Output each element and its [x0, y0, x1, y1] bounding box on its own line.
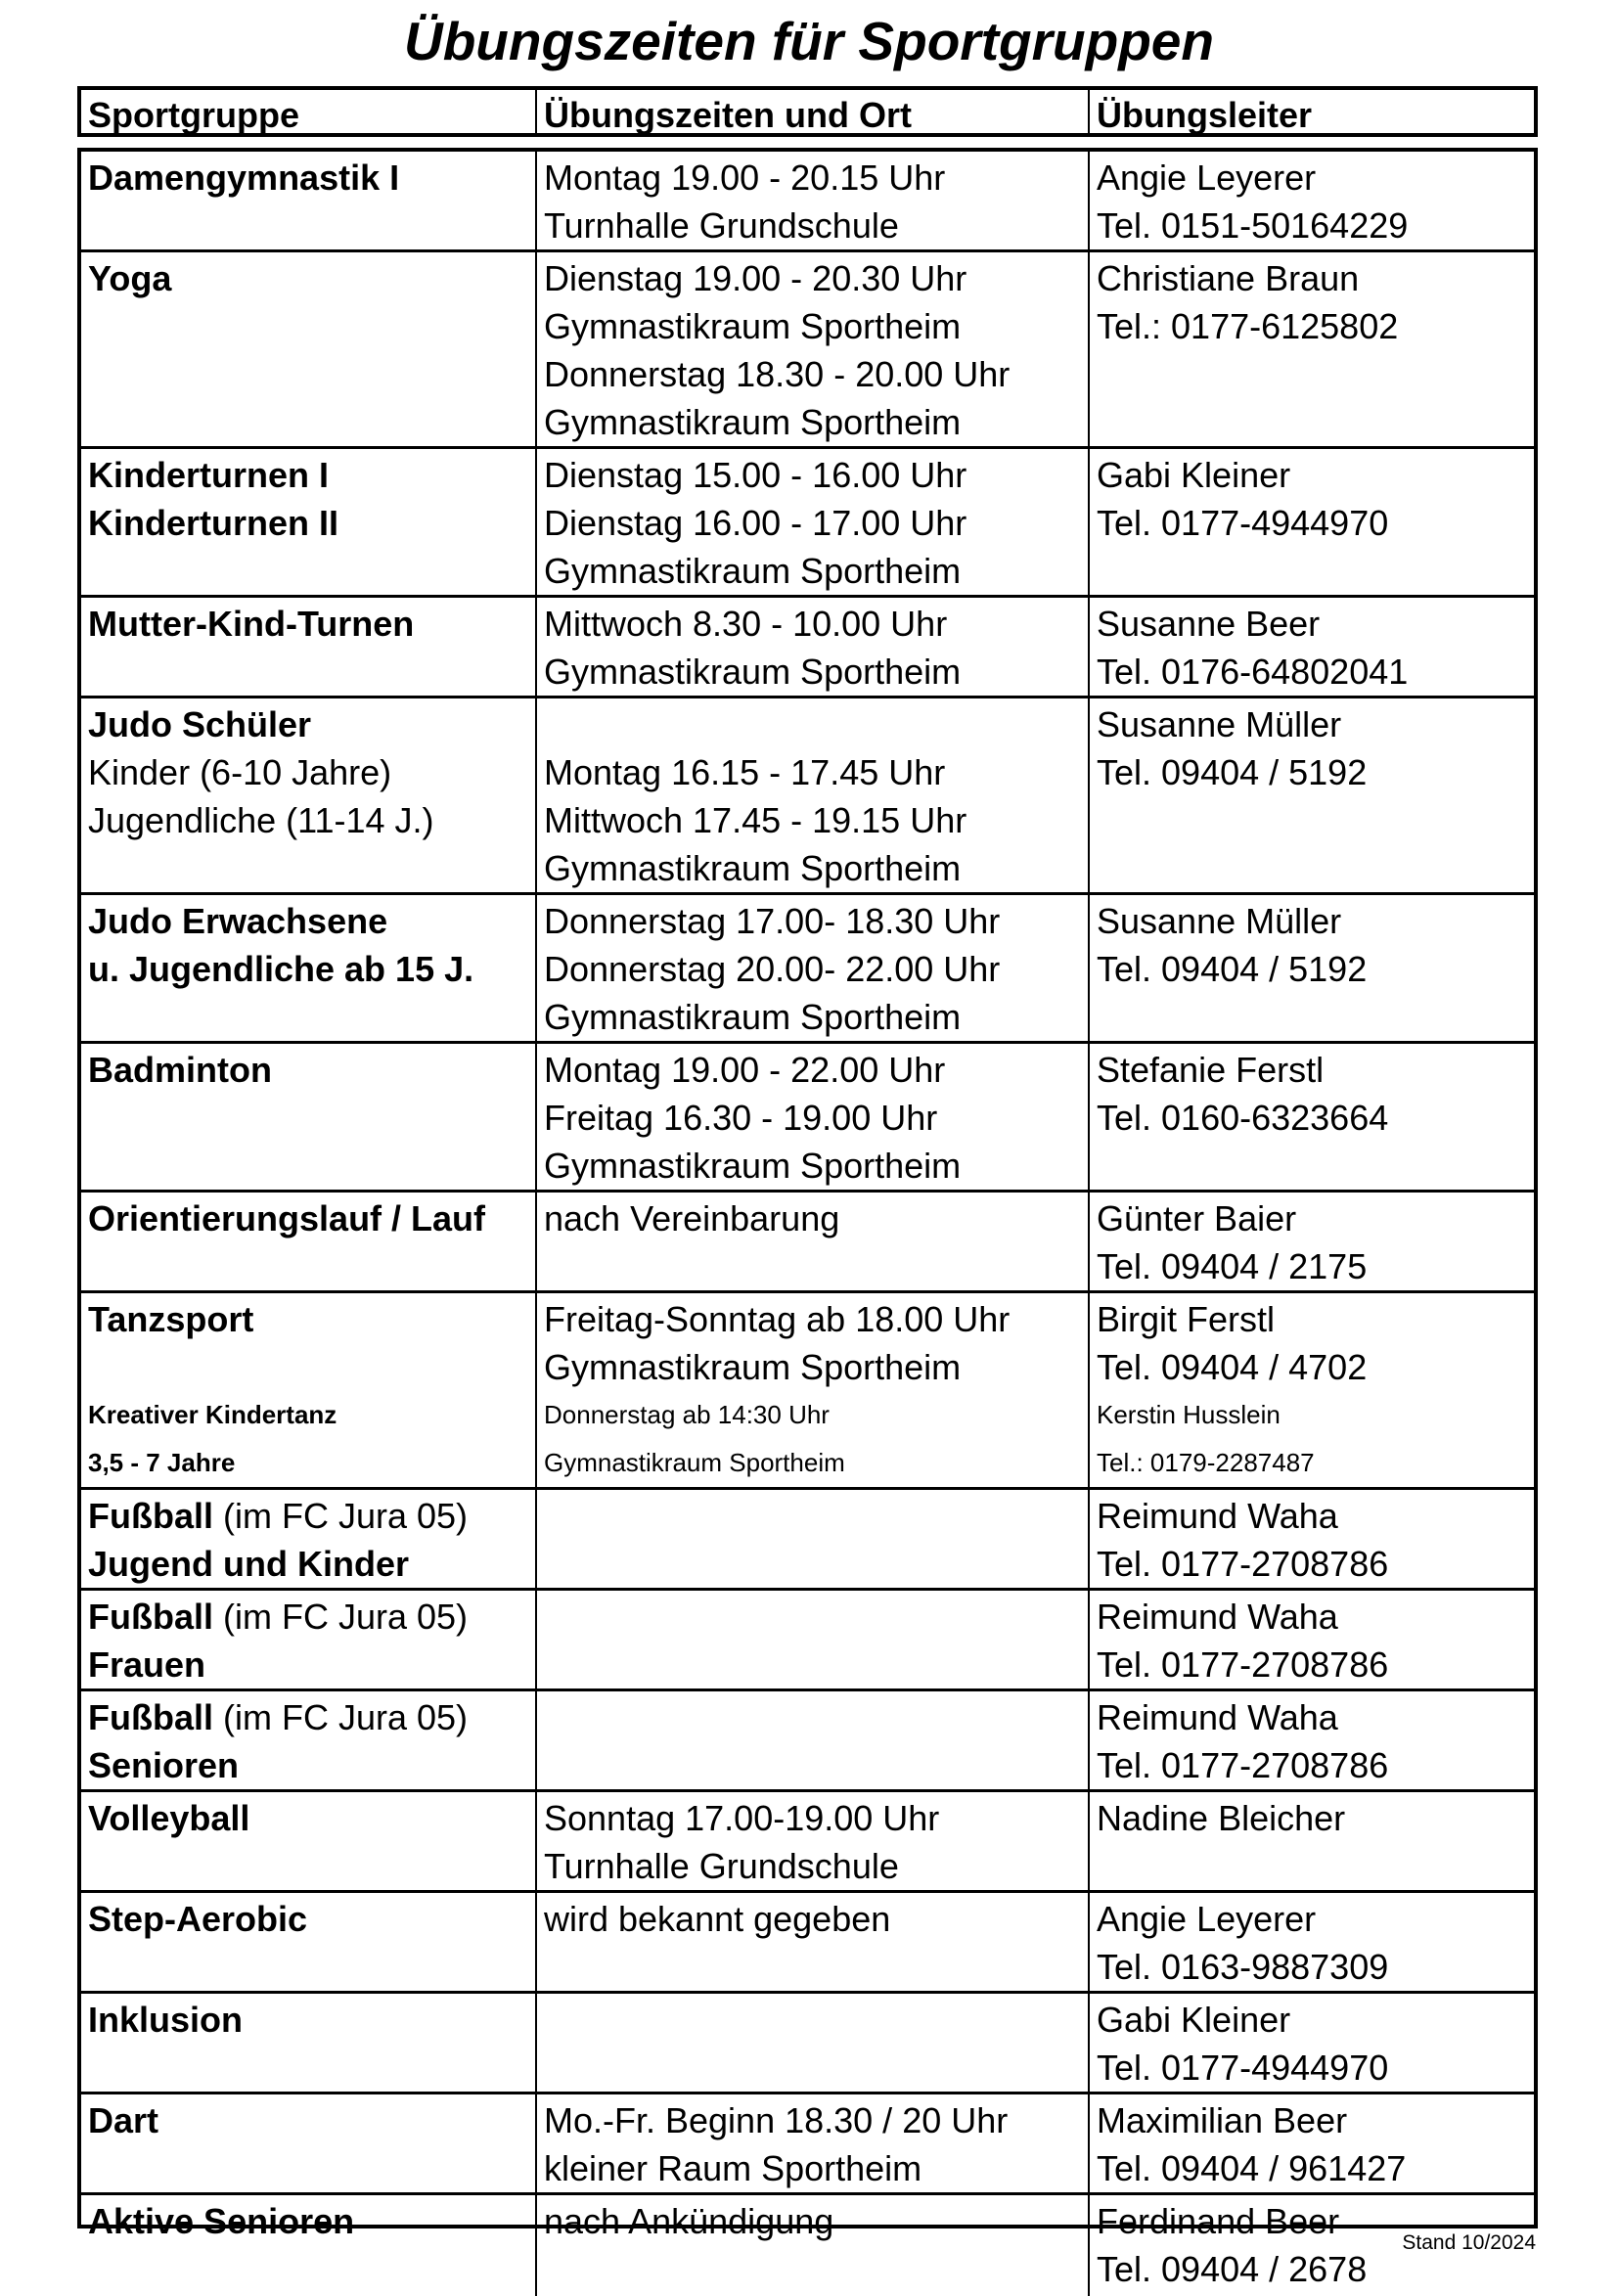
cell-line	[1097, 1996, 1534, 2044]
cell-line	[1097, 1194, 1534, 1242]
cell-schedule	[537, 1044, 1090, 1190]
cell-text: Ferdinand Beer	[1097, 2201, 1340, 2241]
cell-text: Kinderturnen I	[88, 455, 330, 495]
cell-line	[544, 499, 1088, 547]
cell-line	[544, 897, 1088, 945]
cell-group	[81, 2094, 537, 2192]
cell-line	[88, 1046, 535, 1094]
cell-text: Angie Leyerer	[1097, 158, 1317, 198]
cell-line	[544, 398, 1088, 446]
table-row	[81, 895, 1534, 1044]
cell-line	[88, 748, 535, 796]
cell-line	[544, 796, 1088, 844]
cell-line	[1097, 1741, 1534, 1789]
cell-line	[544, 748, 1088, 796]
cell-text: Inklusion	[88, 2000, 244, 2040]
table-row	[81, 598, 1534, 698]
cell-line	[88, 1439, 535, 1487]
cell-line	[544, 1794, 1088, 1842]
table-header	[77, 86, 1538, 137]
cell-text: Gabi Kleiner	[1097, 455, 1291, 495]
cell-text: Donnerstag 20.00- 22.00 Uhr	[544, 949, 1001, 989]
cell-text: Montag 19.00 - 22.00 Uhr	[544, 1050, 946, 1090]
header-uebungszeiten: Übungszeiten und Ort	[537, 90, 1090, 133]
cell-schedule	[537, 449, 1090, 595]
cell-text: Dienstag 15.00 - 16.00 Uhr	[544, 455, 967, 495]
table-row	[81, 1044, 1534, 1193]
cell-group	[81, 2195, 537, 2296]
cell-leader	[1090, 598, 1534, 696]
cell-text: Montag 19.00 - 20.15 Uhr	[544, 158, 946, 198]
cell-line	[544, 154, 1088, 202]
cell-line	[544, 1439, 1088, 1487]
cell-text: Tel. 09404 / 961427	[1097, 2148, 1407, 2188]
cell-line	[544, 2197, 1088, 2245]
cell-line	[88, 600, 535, 648]
cell-line	[1097, 1391, 1534, 1439]
cell-text: Donnerstag 17.00- 18.30 Uhr	[544, 901, 1001, 941]
cell-group	[81, 1044, 537, 1190]
cell-text: Judo Schüler	[88, 704, 312, 744]
cell-line	[88, 1540, 535, 1588]
cell-line	[88, 2096, 535, 2144]
cell-leader	[1090, 698, 1534, 892]
cell-schedule	[537, 1792, 1090, 1890]
table-row	[81, 2195, 1534, 2296]
cell-line	[1097, 2044, 1534, 2092]
cell-line	[544, 648, 1088, 696]
cell-line	[88, 1996, 535, 2044]
cell-schedule	[537, 1893, 1090, 1991]
cell-text: Susanne Müller	[1097, 704, 1342, 744]
cell-schedule	[537, 152, 1090, 249]
cell-text: Gymnastikraum Sportheim	[544, 997, 962, 1037]
cell-line	[1097, 1540, 1534, 1588]
cell-line	[88, 1895, 535, 1943]
cell-text: Tel. 09404 / 5192	[1097, 949, 1368, 989]
cell-group	[81, 698, 537, 892]
cell-line	[544, 844, 1088, 892]
header-uebungsleiter: Übungsleiter	[1097, 95, 1313, 135]
cell-line	[1097, 1492, 1534, 1540]
table-row	[81, 1591, 1534, 1691]
cell-line	[544, 302, 1088, 350]
cell-line	[1097, 1895, 1534, 1943]
cell-text: Reimund Waha	[1097, 1496, 1338, 1536]
cell-line	[1097, 897, 1534, 945]
cell-text: Gymnastikraum Sportheim	[544, 306, 962, 346]
cell-text: Damengymnastik I	[88, 158, 400, 198]
cell-text: Tel. 09404 / 4702	[1097, 1347, 1368, 1387]
table-row	[81, 1893, 1534, 1994]
cell-text: Jugend und Kinder	[88, 1544, 409, 1584]
footer-date: Stand 10/2024	[1402, 2231, 1536, 2254]
cell-group	[81, 449, 537, 595]
cell-text: Günter Baier	[1097, 1198, 1297, 1238]
cell-text: Senioren	[88, 1745, 240, 1785]
table-row	[81, 1293, 1534, 1490]
cell-text: Kinderturnen II	[88, 503, 339, 543]
cell-group	[81, 1994, 537, 2092]
cell-text: Kerstin Husslein	[1097, 1400, 1281, 1429]
cell-text: Volleyball	[88, 1798, 250, 1838]
cell-text: Fußball	[88, 1496, 213, 1536]
cell-line	[1097, 945, 1534, 993]
cell-text: Jugendliche (11-14 J.)	[88, 800, 434, 840]
cell-line	[88, 254, 535, 302]
cell-line	[1097, 451, 1534, 499]
cell-line	[1097, 648, 1534, 696]
cell-text: Tel. 09404 / 2175	[1097, 1246, 1368, 1286]
cell-text: Fußball	[88, 1697, 213, 1737]
cell-text: Reimund Waha	[1097, 1697, 1338, 1737]
cell-group	[81, 1893, 537, 1991]
cell-line	[544, 1295, 1088, 1343]
cell-text: Sonntag 17.00-19.00 Uhr	[544, 1798, 940, 1838]
cell-schedule	[537, 1490, 1090, 1588]
cell-line	[1097, 499, 1534, 547]
cell-text: Judo Erwachsene	[88, 901, 388, 941]
cell-line	[1097, 1242, 1534, 1290]
cell-line	[1097, 154, 1534, 202]
cell-group	[81, 598, 537, 696]
cell-text: Tel. 0177-4944970	[1097, 2048, 1389, 2088]
cell-leader	[1090, 152, 1534, 249]
cell-line	[544, 993, 1088, 1041]
cell-text: Gymnastikraum Sportheim	[544, 848, 962, 888]
cell-text: Gymnastikraum Sportheim	[544, 402, 962, 442]
cell-text: Tanzsport	[88, 1299, 254, 1339]
cell-text: Frauen	[88, 1644, 206, 1685]
cell-text: Dienstag 16.00 - 17.00 Uhr	[544, 503, 967, 543]
cell-text: Tel.: 0179-2287487	[1097, 1448, 1315, 1477]
cell-text: Turnhalle Grundschule	[544, 205, 899, 246]
table-row	[81, 1490, 1534, 1591]
cell-text: Tel. 0176-64802041	[1097, 652, 1409, 692]
table-row	[81, 152, 1534, 252]
cell-text: Gymnastikraum Sportheim	[544, 1448, 845, 1477]
table-row	[81, 1792, 1534, 1893]
cell-text: Maximilian Beer	[1097, 2100, 1348, 2140]
cell-text: Dart	[88, 2100, 159, 2140]
cell-line	[1097, 202, 1534, 249]
cell-line	[88, 1343, 535, 1391]
cell-line	[544, 945, 1088, 993]
table-row	[81, 1691, 1534, 1792]
cell-text: Montag 16.15 - 17.45 Uhr	[544, 752, 946, 792]
cell-text: Tel. 0177-2708786	[1097, 1644, 1389, 1685]
cell-text-note: (im FC Jura 05)	[213, 1597, 469, 1637]
cell-group	[81, 1193, 537, 1290]
cell-line	[544, 547, 1088, 595]
cell-line	[1097, 1693, 1534, 1741]
table-row	[81, 2094, 1534, 2195]
cell-line	[544, 451, 1088, 499]
cell-text: Aktive Senioren	[88, 2201, 355, 2241]
cell-text: Kinder (6-10 Jahre)	[88, 752, 392, 792]
cell-schedule	[537, 1994, 1090, 2092]
cell-leader	[1090, 1293, 1534, 1487]
cell-text: Orientierungslauf / Lauf	[88, 1198, 486, 1238]
cell-line	[544, 1194, 1088, 1242]
cell-line	[1097, 302, 1534, 350]
cell-text: nach Ankündigung	[544, 2201, 834, 2241]
cell-text: Angie Leyerer	[1097, 1899, 1317, 1939]
cell-line	[1097, 1943, 1534, 1991]
cell-line	[88, 1391, 535, 1439]
cell-line	[88, 897, 535, 945]
cell-leader	[1090, 1591, 1534, 1688]
cell-text: Donnerstag 18.30 - 20.00 Uhr	[544, 354, 1011, 394]
cell-text: Tel. 0177-4944970	[1097, 503, 1389, 543]
cell-line	[88, 154, 535, 202]
cell-line	[88, 796, 535, 844]
cell-line	[1097, 2144, 1534, 2192]
cell-line	[544, 600, 1088, 648]
cell-text: Tel. 09404 / 5192	[1097, 752, 1368, 792]
table-row	[81, 449, 1534, 598]
cell-line	[88, 451, 535, 499]
cell-line	[1097, 1439, 1534, 1487]
cell-line	[544, 1046, 1088, 1094]
cell-text: Step-Aerobic	[88, 1899, 308, 1939]
cell-line	[1097, 1794, 1534, 1842]
cell-schedule	[537, 2094, 1090, 2192]
cell-text: Reimund Waha	[1097, 1597, 1338, 1637]
cell-text: Fußball	[88, 1597, 213, 1637]
cell-text: Tel. 0177-2708786	[1097, 1544, 1389, 1584]
cell-line	[1097, 600, 1534, 648]
cell-line	[88, 499, 535, 547]
cell-line	[1097, 1641, 1534, 1688]
cell-line	[1097, 1343, 1534, 1391]
cell-text: Mittwoch 17.45 - 19.15 Uhr	[544, 800, 967, 840]
cell-text-note: (im FC Jura 05)	[213, 1496, 469, 1536]
header-sportgruppe: Sportgruppe	[81, 90, 537, 133]
cell-text: nach Vereinbarung	[544, 1198, 840, 1238]
cell-leader	[1090, 1044, 1534, 1190]
cell-line	[1097, 1094, 1534, 1142]
cell-text: Christiane Braun	[1097, 258, 1360, 298]
cell-schedule	[537, 1193, 1090, 1290]
cell-text: Mo.-Fr. Beginn 18.30 / 20 Uhr	[544, 2100, 1009, 2140]
cell-line	[544, 1391, 1088, 1439]
cell-text: Yoga	[88, 258, 172, 298]
cell-line	[88, 1194, 535, 1242]
cell-line	[88, 1492, 535, 1540]
cell-line	[544, 1142, 1088, 1190]
cell-text: Dienstag 19.00 - 20.30 Uhr	[544, 258, 967, 298]
cell-text: Tel. 0160-6323664	[1097, 1098, 1389, 1138]
cell-leader	[1090, 1490, 1534, 1588]
cell-text: Turnhalle Grundschule	[544, 1846, 899, 1886]
cell-leader	[1090, 2094, 1534, 2192]
cell-line	[88, 1593, 535, 1641]
cell-schedule	[537, 1591, 1090, 1688]
cell-text: Susanne Müller	[1097, 901, 1342, 941]
cell-text: Tel.: 0177-6125802	[1097, 306, 1399, 346]
cell-line	[88, 1693, 535, 1741]
cell-leader	[1090, 895, 1534, 1041]
cell-line	[544, 254, 1088, 302]
cell-group	[81, 1792, 537, 1890]
cell-text: Gymnastikraum Sportheim	[544, 1146, 962, 1186]
cell-line	[544, 2096, 1088, 2144]
cell-leader	[1090, 1193, 1534, 1290]
table-row	[81, 1994, 1534, 2094]
cell-text: Gymnastikraum Sportheim	[544, 551, 962, 591]
cell-text: wird bekannt gegeben	[544, 1899, 891, 1939]
cell-text: 3,5 - 7 Jahre	[88, 1448, 236, 1477]
cell-line	[1097, 700, 1534, 748]
cell-line	[1097, 1295, 1534, 1343]
cell-line	[1097, 1593, 1534, 1641]
cell-text: Freitag 16.30 - 19.00 Uhr	[544, 1098, 938, 1138]
cell-line	[88, 1295, 535, 1343]
cell-line	[544, 350, 1088, 398]
cell-line	[88, 1794, 535, 1842]
cell-group	[81, 1490, 537, 1588]
cell-line	[544, 1895, 1088, 1943]
cell-text: Stefanie Ferstl	[1097, 1050, 1325, 1090]
cell-line	[88, 2197, 535, 2245]
cell-leader	[1090, 1994, 1534, 2092]
cell-group	[81, 895, 537, 1041]
cell-text: Gabi Kleiner	[1097, 2000, 1291, 2040]
cell-line	[544, 1094, 1088, 1142]
cell-line	[544, 1343, 1088, 1391]
cell-group	[81, 252, 537, 446]
cell-leader	[1090, 1792, 1534, 1890]
cell-schedule	[537, 1691, 1090, 1789]
cell-line	[88, 1741, 535, 1789]
cell-text: u. Jugendliche ab 15 J.	[88, 949, 474, 989]
table-row	[81, 252, 1534, 449]
table-row	[81, 1193, 1534, 1293]
cell-line	[88, 700, 535, 748]
cell-line	[88, 945, 535, 993]
cell-text: Susanne Beer	[1097, 604, 1321, 644]
cell-text: Freitag-Sonntag ab 18.00 Uhr	[544, 1299, 1011, 1339]
cell-group	[81, 1691, 537, 1789]
cell-schedule	[537, 698, 1090, 892]
cell-line	[1097, 2096, 1534, 2144]
cell-schedule	[537, 895, 1090, 1041]
cell-line	[1097, 748, 1534, 796]
cell-line	[544, 700, 1088, 748]
cell-leader	[1090, 1691, 1534, 1789]
cell-leader	[1090, 1893, 1534, 1991]
cell-line	[544, 202, 1088, 249]
cell-line	[1097, 254, 1534, 302]
cell-line	[544, 2144, 1088, 2192]
cell-text: Donnerstag ab 14:30 Uhr	[544, 1400, 830, 1429]
cell-text: Gymnastikraum Sportheim	[544, 652, 962, 692]
page-title: Übungszeiten für Sportgruppen	[403, 11, 1214, 71]
cell-leader	[1090, 449, 1534, 595]
cell-text: Mutter-Kind-Turnen	[88, 604, 415, 644]
table-row	[81, 698, 1534, 895]
cell-leader	[1090, 252, 1534, 446]
cell-text: Tel. 09404 / 2678	[1097, 2249, 1368, 2289]
cell-line	[1097, 1046, 1534, 1094]
cell-schedule	[537, 598, 1090, 696]
cell-line	[544, 1842, 1088, 1890]
cell-text: Gymnastikraum Sportheim	[544, 1347, 962, 1387]
cell-text: Nadine Bleicher	[1097, 1798, 1346, 1838]
cell-text: Tel. 0163-9887309	[1097, 1947, 1389, 1987]
cell-group	[81, 152, 537, 249]
cell-text: Tel. 0177-2708786	[1097, 1745, 1389, 1785]
cell-text: kleiner Raum Sportheim	[544, 2148, 922, 2188]
cell-schedule	[537, 2195, 1090, 2296]
cell-line	[88, 1641, 535, 1688]
cell-group	[81, 1293, 537, 1487]
cell-group	[81, 1591, 537, 1688]
cell-schedule	[537, 1293, 1090, 1487]
cell-text: Badminton	[88, 1050, 272, 1090]
cell-text-note: (im FC Jura 05)	[213, 1697, 469, 1737]
cell-text: Tel. 0151-50164229	[1097, 205, 1409, 246]
cell-text: Kreativer Kindertanz	[88, 1400, 337, 1429]
cell-schedule	[537, 252, 1090, 446]
cell-text: Mittwoch 8.30 - 10.00 Uhr	[544, 604, 948, 644]
cell-text: Birgit Ferstl	[1097, 1299, 1276, 1339]
